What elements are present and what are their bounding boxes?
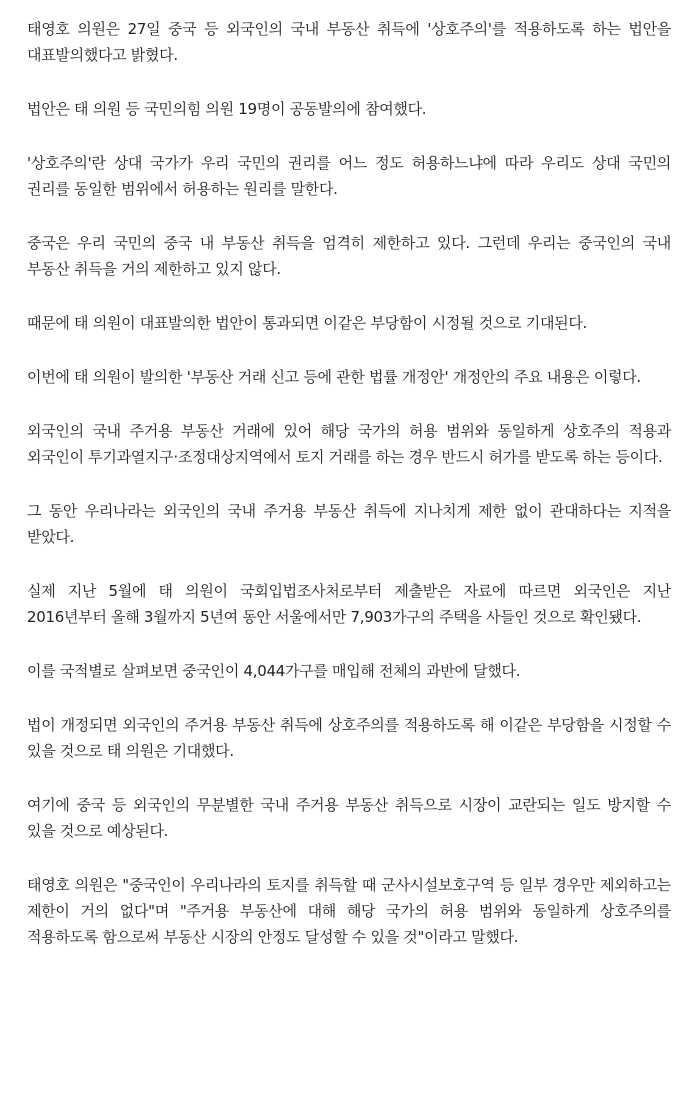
article-paragraph: 태영호 의원은 "중국인이 우리나라의 토지를 취득할 때 군사시설보호구역 등 일부 경우만 제외하고는 제한이 거의 없다"며 "주거용 부동산에 대해 해당 국가의 허용 범위와 동일하게 상호주의를 적용하도록 함으로써 부동산 시장의 안정도 달성할 수 있을 것"이라고 말했다.: [27, 876, 671, 946]
article-paragraph: 외국인의 국내 주거용 부동산 거래에 있어 해당 국가의 허용 범위와 동일하게 상호주의 적용과 외국인이 투기과열지구·조정대상지역에서 토지 거래를 하는 경우 반드시 허가를 받도록 하는 등이다.: [27, 422, 671, 466]
article-paragraph: 이번에 태 의원이 발의한 '부동산 거래 신고 등에 관한 법률 개정안' 개정안의 주요 내용은 이렇다.: [27, 368, 641, 386]
article-paragraph: '상호주의'란 상대 국가가 우리 국민의 권리를 어느 정도 허용하느냐에 따라 우리도 상대 국민의 권리를 동일한 범위에서 허용하는 원리를 말한다.: [27, 154, 671, 198]
article-paragraph: 실제 지난 5월에 태 의원이 국회입법조사처로부터 제출받은 자료에 따르면 외국인은 지난 2016년부터 올해 3월까지 5년여 동안 서울에서만 7,903가구의 주택을 사들인 것으로 확인됐다.: [27, 582, 671, 626]
article-paragraph: 그 동안 우리나라는 외국인의 국내 주거용 부동산 취득에 지나치게 제한 없이 관대하다는 지적을 받았다.: [27, 502, 671, 546]
article-paragraph: 태영호 의원은 27일 중국 등 외국인의 국내 부동산 취득에 '상호주의'를 적용하도록 하는 법안을 대표발의했다고 밝혔다.: [27, 20, 671, 64]
article-paragraph: 이를 국적별로 살펴보면 중국인이 4,044가구를 매입해 전체의 과반에 달했다.: [27, 662, 521, 680]
article-paragraph: 여기에 중국 등 외국인의 무분별한 국내 주거용 부동산 취득으로 시장이 교란되는 일도 방지할 수 있을 것으로 예상된다.: [27, 796, 671, 840]
article-body: [27, 0, 671, 978]
article-paragraph: 중국은 우리 국민의 중국 내 부동산 취득을 엄격히 제한하고 있다. 그런데 우리는 중국인의 국내 부동산 취득을 거의 제한하고 있지 않다.: [27, 234, 671, 278]
article-paragraph: 법이 개정되면 외국인의 주거용 부동산 취득에 상호주의를 적용하도록 해 이같은 부당함을 시정할 수 있을 것으로 태 의원은 기대했다.: [27, 716, 671, 760]
article-paragraph: 법안은 태 의원 등 국민의힘 의원 19명이 공동발의에 참여했다.: [27, 100, 427, 118]
article-paragraph: 때문에 태 의원이 대표발의한 법안이 통과되면 이같은 부당함이 시정될 것으로 기대된다.: [27, 314, 587, 332]
